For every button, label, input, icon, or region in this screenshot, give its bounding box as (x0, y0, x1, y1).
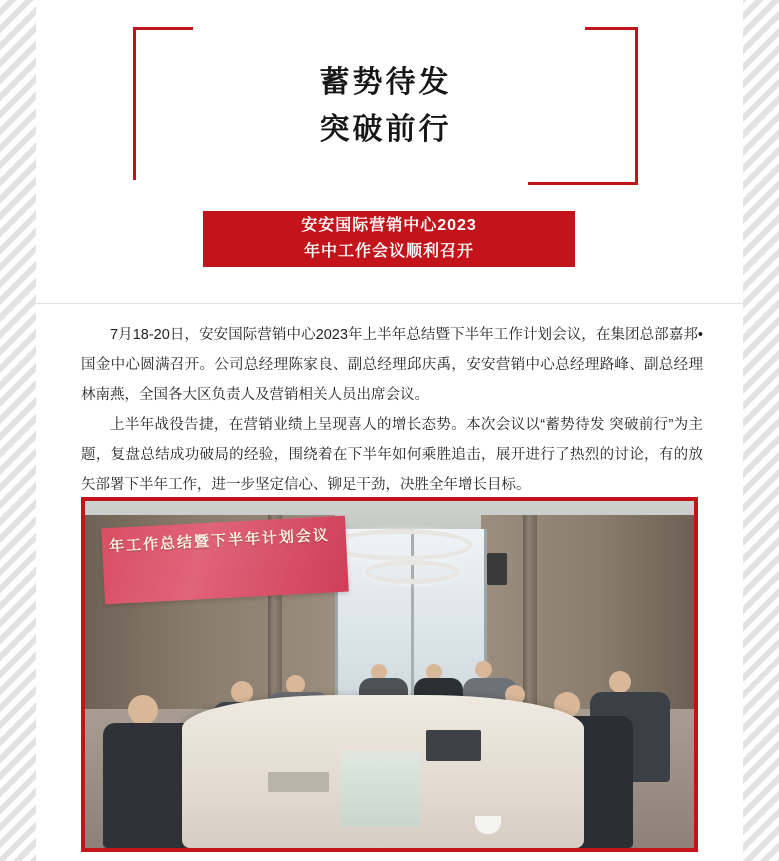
banner-line-2: 年中工作会议顺利召开 (303, 243, 474, 260)
title-line-2: 突破前行 (319, 113, 452, 146)
photo-person-head (128, 695, 158, 725)
page-title (133, 59, 638, 153)
paragraph-1: 7月18-20日，安安国际营销中心2023年上半年总结暨下半年工作计划会议，在集团总部嘉邦•国金中心圆满召开。公司总经理陈家良、副总经理邱庆禹，安安营销中心总经理路峰、副总经理林南燕，全国各大区负责人及营销相关人员出席会议。 (81, 327, 703, 403)
subtitle-banner (203, 211, 575, 267)
photo-column-right (523, 515, 537, 716)
title-frame-notch-top (193, 23, 585, 32)
photo-speaker-right (487, 553, 507, 585)
photo-person-head (609, 671, 631, 693)
photo-paper-bag (341, 751, 420, 827)
article-body (81, 320, 703, 500)
photo-laptop (426, 730, 481, 761)
photo-banner-text: 年工作总结暨下半年计划会议 (109, 526, 331, 556)
title-frame-notch-bottom (133, 180, 528, 189)
paragraph-2: 上半年战役告捷，在营销业绩上呈现喜人的增长态势。本次会议以“蓄势待发 突破前行”为主题，复盘总结成功破局的经验，围绕着在下半年如何乘胜追击，展开进行了热烈的讨论，有的放矢部署下半年工作，进一步坚定信心、铆足干劲，决胜全年增长目标。 (81, 417, 703, 493)
meeting-photo (81, 497, 698, 852)
photo-person-head (475, 661, 492, 678)
section-divider (36, 303, 743, 304)
meeting-photo-image (85, 501, 694, 848)
photo-notebook (268, 772, 329, 793)
banner-line-1: 安安国际营销中心2023 (301, 217, 477, 234)
title-block (133, 27, 638, 185)
title-line-1: 蓄势待发 (319, 66, 452, 99)
photo-ceiling-light-2 (365, 560, 460, 584)
photo-person-head (286, 675, 305, 694)
